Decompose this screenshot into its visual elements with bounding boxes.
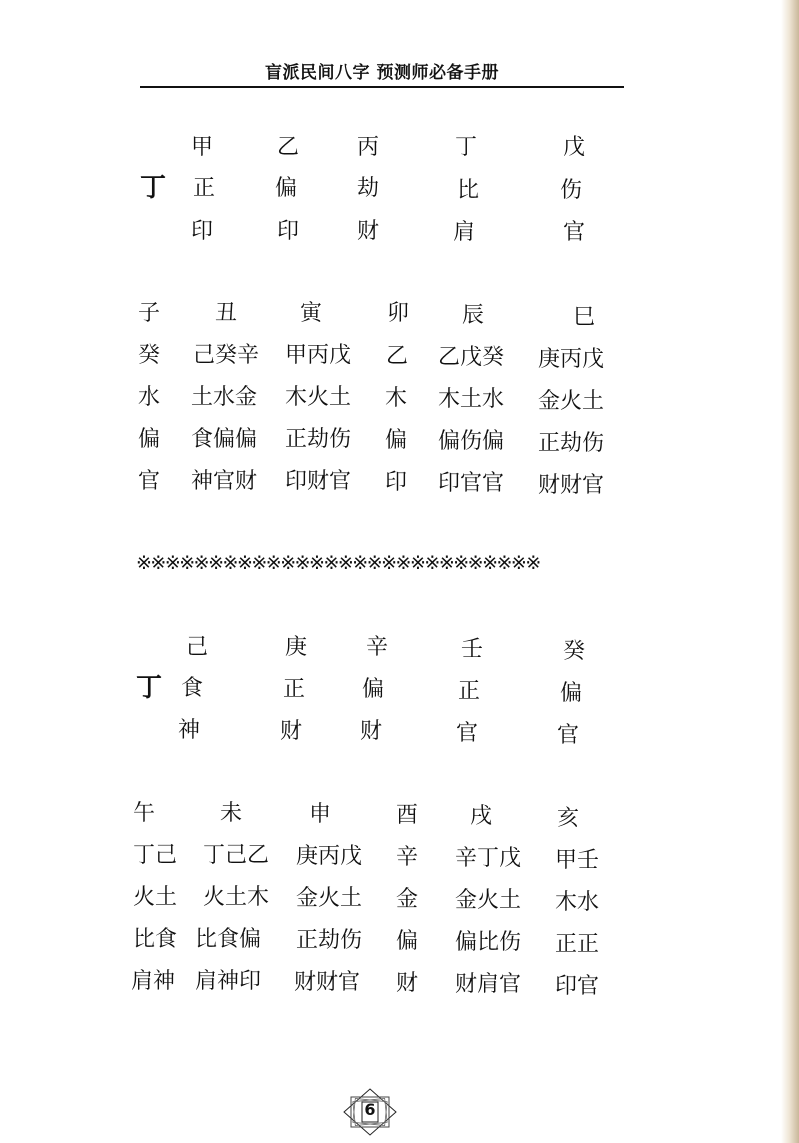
element-cell: 木水 bbox=[555, 890, 600, 915]
god-top-cell: 偏比伤 bbox=[455, 930, 522, 955]
branch-cell: 寅 bbox=[300, 301, 323, 326]
page-number: 6 bbox=[364, 1100, 376, 1119]
hidden-stem-cell: 庚丙戊 bbox=[538, 347, 605, 372]
god-bottom-cell: 财 bbox=[396, 971, 419, 996]
god-top-cell: 正劫伤 bbox=[296, 928, 363, 953]
day-master-label: 丁 bbox=[136, 673, 163, 703]
stem-cell: 壬 bbox=[461, 637, 484, 662]
god-bottom-cell: 官 bbox=[456, 721, 479, 746]
section-separator: ※※※※※※※※※※※※※※※※※※※※※※※※※※※※ bbox=[136, 552, 540, 574]
god-top-cell: 正 bbox=[458, 679, 481, 704]
day-master-label: 丁 bbox=[140, 173, 167, 203]
element-cell: 木火土 bbox=[285, 385, 352, 410]
branch-cell: 申 bbox=[309, 802, 332, 827]
element-cell: 木 bbox=[385, 386, 408, 411]
god-bottom-cell: 神官财 bbox=[191, 469, 258, 494]
god-top-cell: 偏 bbox=[362, 677, 385, 702]
god-bottom-cell: 印 bbox=[191, 219, 214, 244]
god-bottom-cell: 官 bbox=[138, 469, 161, 494]
stem-cell: 庚 bbox=[285, 635, 308, 660]
stem-cell: 乙 bbox=[277, 135, 300, 160]
god-bottom-cell: 肩神印 bbox=[195, 969, 262, 994]
god-top-cell: 正劫伤 bbox=[285, 427, 352, 452]
hidden-stem-cell: 辛丁戊 bbox=[455, 846, 522, 871]
stem-cell: 丁 bbox=[455, 135, 478, 160]
element-cell: 水 bbox=[138, 385, 161, 410]
god-top-cell: 食 bbox=[181, 676, 204, 701]
page-edge-shadow bbox=[781, 0, 799, 1143]
god-bottom-cell: 印 bbox=[277, 219, 300, 244]
god-bottom-cell: 财 bbox=[280, 719, 303, 744]
god-top-cell: 劫 bbox=[357, 176, 380, 201]
element-cell: 木土水 bbox=[438, 387, 505, 412]
hidden-stem-cell: 丁己乙 bbox=[203, 843, 270, 868]
hidden-stem-cell: 乙 bbox=[386, 344, 409, 369]
stem-cell: 戊 bbox=[563, 135, 586, 160]
branch-cell: 辰 bbox=[462, 303, 485, 328]
god-bottom-cell: 印 bbox=[385, 470, 408, 495]
god-bottom-cell: 印官官 bbox=[438, 471, 505, 496]
element-cell: 金火土 bbox=[296, 886, 363, 911]
hidden-stem-cell: 辛 bbox=[396, 845, 419, 870]
god-bottom-cell: 印财官 bbox=[285, 469, 352, 494]
god-bottom-cell: 官 bbox=[563, 220, 586, 245]
god-top-cell: 正劫伤 bbox=[538, 431, 605, 456]
branch-cell: 酉 bbox=[396, 803, 419, 828]
page-number-badge bbox=[343, 1088, 397, 1136]
god-bottom-cell: 财肩官 bbox=[455, 972, 522, 997]
stem-cell: 癸 bbox=[563, 639, 586, 664]
header-rule bbox=[140, 86, 624, 88]
god-top-cell: 伤 bbox=[560, 178, 583, 203]
hidden-stem-cell: 己癸辛 bbox=[193, 343, 260, 368]
hidden-stem-cell: 庚丙戊 bbox=[296, 844, 363, 869]
stem-cell: 辛 bbox=[366, 635, 389, 660]
god-top-cell: 正正 bbox=[555, 932, 600, 957]
stem-cell: 甲 bbox=[191, 135, 214, 160]
god-top-cell: 偏 bbox=[385, 428, 408, 453]
branch-cell: 子 bbox=[138, 301, 161, 326]
god-top-cell: 偏伤偏 bbox=[438, 429, 505, 454]
hidden-stem-cell: 甲丙戊 bbox=[285, 343, 352, 368]
hidden-stem-cell: 丁己 bbox=[133, 843, 178, 868]
god-top-cell: 偏 bbox=[275, 176, 298, 201]
god-bottom-cell: 官 bbox=[557, 723, 580, 748]
branch-cell: 巳 bbox=[573, 305, 596, 330]
hidden-stem-cell: 甲壬 bbox=[555, 848, 600, 873]
god-bottom-cell: 印官 bbox=[555, 974, 600, 999]
god-top-cell: 比 bbox=[457, 178, 480, 203]
running-header: 盲派民间八字 预测师必备手册 bbox=[265, 63, 499, 83]
god-top-cell: 食偏偏 bbox=[191, 427, 258, 452]
branch-cell: 丑 bbox=[215, 301, 238, 326]
god-bottom-cell: 财 bbox=[357, 219, 380, 244]
stem-cell: 己 bbox=[186, 635, 209, 660]
god-top-cell: 正 bbox=[193, 176, 216, 201]
element-cell: 金火土 bbox=[455, 888, 522, 913]
god-top-cell: 比食 bbox=[133, 927, 178, 952]
element-cell: 火土木 bbox=[203, 885, 270, 910]
branch-cell: 午 bbox=[133, 801, 156, 826]
element-cell: 金火土 bbox=[538, 389, 605, 414]
element-cell: 金 bbox=[396, 887, 419, 912]
stem-cell: 丙 bbox=[357, 135, 380, 160]
god-bottom-cell: 肩 bbox=[453, 220, 476, 245]
element-cell: 土水金 bbox=[191, 385, 258, 410]
branch-cell: 未 bbox=[220, 801, 243, 826]
god-top-cell: 偏 bbox=[138, 427, 161, 452]
god-top-cell: 偏 bbox=[560, 681, 583, 706]
god-bottom-cell: 财财官 bbox=[538, 473, 605, 498]
hidden-stem-cell: 癸 bbox=[138, 343, 161, 368]
god-bottom-cell: 财 bbox=[360, 719, 383, 744]
god-bottom-cell: 肩神 bbox=[131, 969, 176, 994]
god-bottom-cell: 财财官 bbox=[294, 970, 361, 995]
god-bottom-cell: 神 bbox=[178, 718, 201, 743]
god-top-cell: 正 bbox=[283, 677, 306, 702]
branch-cell: 亥 bbox=[557, 806, 580, 831]
god-top-cell: 偏 bbox=[396, 929, 419, 954]
element-cell: 火土 bbox=[133, 885, 178, 910]
hidden-stem-cell: 乙戊癸 bbox=[438, 345, 505, 370]
branch-cell: 卯 bbox=[387, 301, 410, 326]
branch-cell: 戌 bbox=[470, 804, 493, 829]
god-top-cell: 比食偏 bbox=[195, 927, 262, 952]
